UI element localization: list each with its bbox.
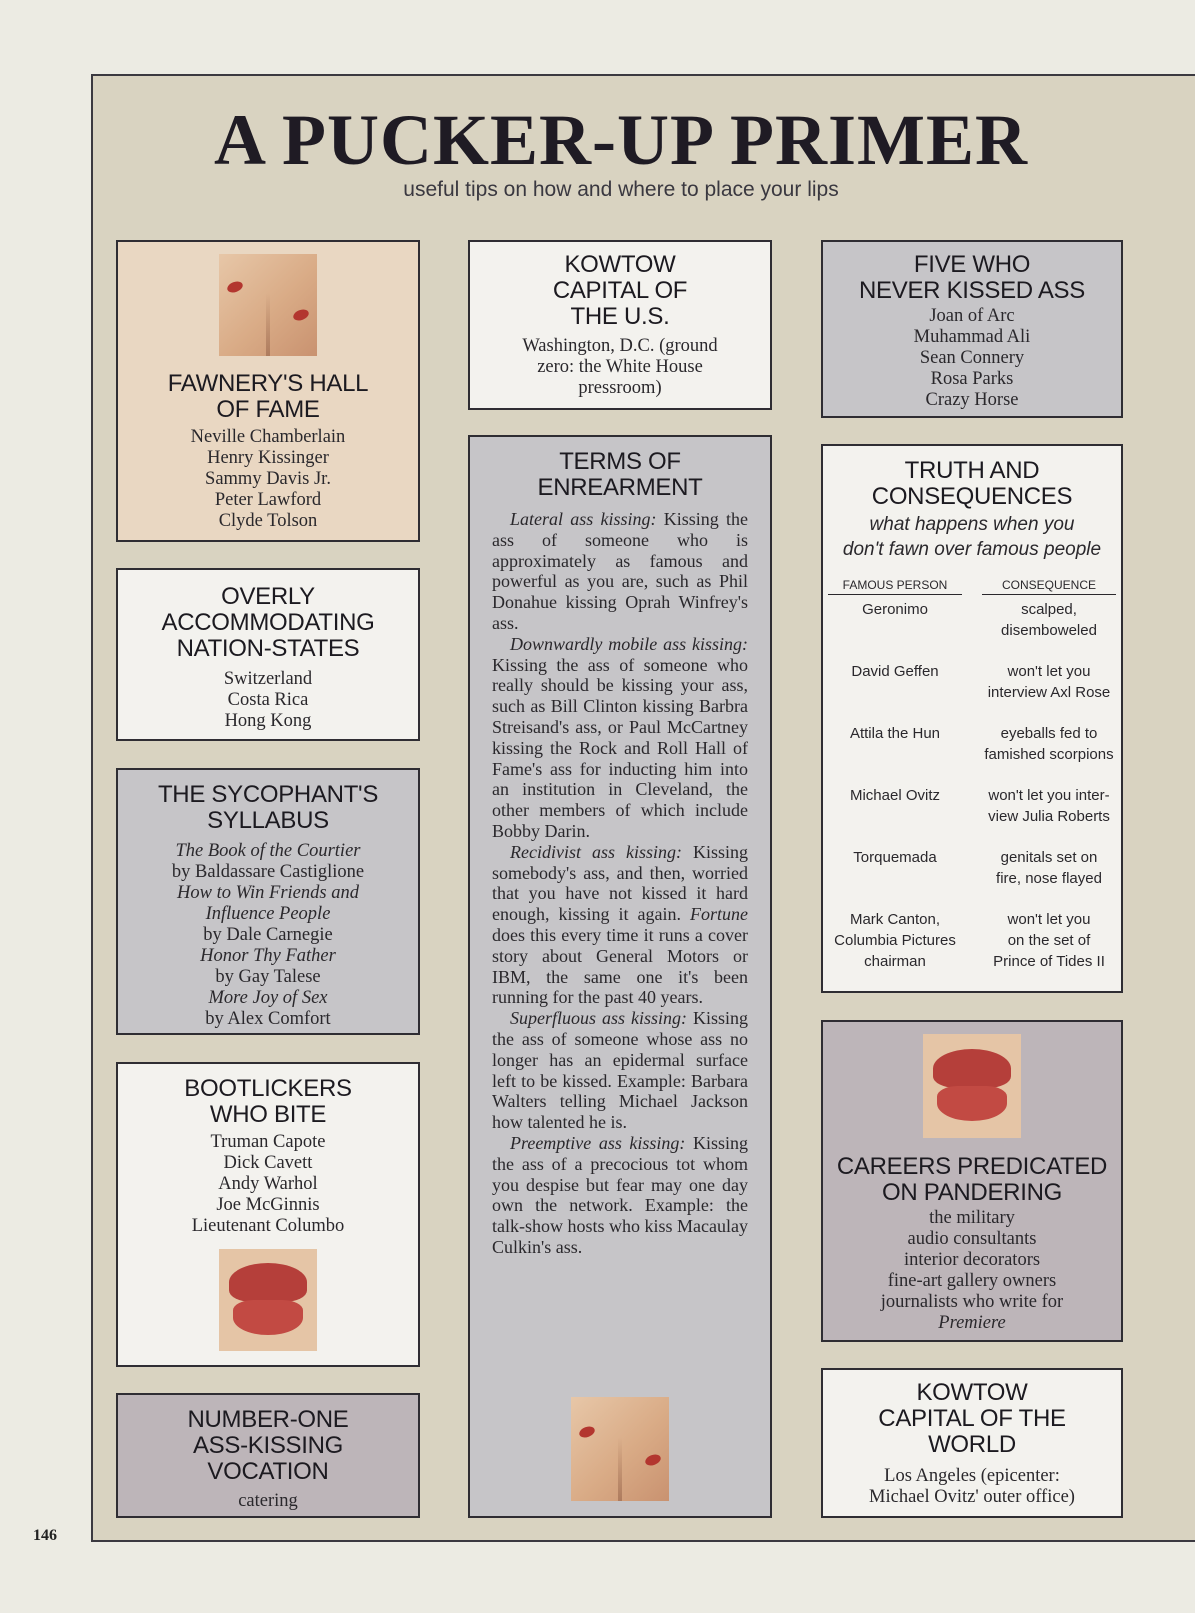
page-title: A PUCKER-UP PRIMER xyxy=(214,100,1028,180)
list-item: The Book of the Courtier xyxy=(175,841,361,861)
consequence-cell: won't let you on the set of Prince of Tides II xyxy=(993,911,1105,970)
syllabus-box xyxy=(116,768,420,1035)
five-who-box xyxy=(821,240,1123,418)
term-paragraph: Lateral ass kissing: Kissing the ass of someone who is approximately as famous and powerful as you are, such as Phil Donahue kissing Oprah Winfrey's ass. xyxy=(492,509,748,633)
table-row xyxy=(828,641,1116,703)
red-lips-icon xyxy=(923,1034,1021,1138)
table-row xyxy=(828,765,1116,827)
list-item: by Gay Talese xyxy=(215,967,321,987)
truth-heading: TRUTH AND CONSEQUENCES xyxy=(871,457,1073,510)
list-item: More Joy of Sex xyxy=(208,988,328,1008)
list-item: Lieutenant Columbo xyxy=(191,1216,345,1236)
list-item: fine-art gallery owners xyxy=(887,1271,1057,1291)
truth-table xyxy=(828,578,1116,972)
page-number: 146 xyxy=(33,1527,57,1544)
list-item: Rosa Parks xyxy=(930,369,1014,389)
list-item: journalists who write for xyxy=(880,1292,1064,1312)
overly-box xyxy=(116,568,420,741)
list-item: the military xyxy=(929,1208,1015,1228)
consequence-cell: genitals set on fire, nose flayed xyxy=(996,849,1102,887)
famous-person-cell: Mark Canton, Columbia Pictures chairman xyxy=(834,911,956,970)
column-header: CONSEQUENCE xyxy=(982,578,1116,595)
syllabus-heading: THE SYCOPHANT'S SYLLABUS xyxy=(157,781,379,834)
list-item: Joe McGinnis xyxy=(216,1195,320,1215)
list-item: Washington, D.C. (ground xyxy=(522,336,718,356)
list-item: Michael Ovitz' outer office) xyxy=(869,1487,1075,1507)
list-item: by Alex Comfort xyxy=(205,1009,331,1029)
list-item: Andy Warhol xyxy=(218,1174,318,1194)
overly-heading: OVERLY ACCOMMODATING NATION-STATES xyxy=(161,583,375,662)
terms-body xyxy=(470,509,770,1258)
kowtow-world-box xyxy=(821,1368,1123,1518)
careers-heading: CAREERS PREDICATED ON PANDERING xyxy=(836,1153,1108,1206)
list-item: Sammy Davis Jr. xyxy=(205,469,331,489)
fawnery-list xyxy=(118,427,418,532)
five-who-heading: FIVE WHO NEVER KISSED ASS xyxy=(859,251,1085,304)
kowtow-us-list xyxy=(470,336,770,399)
fawnery-heading: FAWNERY'S HALL OF FAME xyxy=(167,370,369,423)
fawnery-box xyxy=(116,240,420,542)
list-item: Joan of Arc xyxy=(929,306,1015,326)
bootlickers-box xyxy=(116,1062,420,1367)
list-item: Honor Thy Father xyxy=(200,946,336,966)
list-item: pressroom) xyxy=(578,378,662,398)
list-item: zero: the White House xyxy=(537,357,703,377)
column-header: FAMOUS PERSON xyxy=(828,578,962,595)
red-lips-icon xyxy=(219,1249,317,1351)
overly-list xyxy=(118,669,418,732)
truth-box xyxy=(821,444,1123,993)
list-item: Switzerland xyxy=(223,669,313,689)
table-row xyxy=(828,595,1116,642)
list-item: Dick Cavett xyxy=(223,1153,313,1173)
list-item: Los Angeles (epicenter: xyxy=(884,1466,1060,1486)
truth-subheading: what happens when you don't fawn over famous people xyxy=(842,514,1102,560)
careers-box xyxy=(821,1020,1123,1342)
list-item: audio consultants xyxy=(907,1229,1037,1249)
list-item: catering xyxy=(238,1491,298,1511)
term-paragraph: Recidivist ass kissing: Kissing somebody's ass, and then, worried that you have not kissed it hard enough, kissing it again. Fortune does this every time it runs a cover story about General Motors or IBM, the same one it's been running for the past 40 years. xyxy=(492,841,748,1008)
consequence-cell: won't let you interview Axl Rose xyxy=(987,663,1111,701)
bootlickers-list xyxy=(118,1132,418,1237)
list-item: by Baldassare Castiglione xyxy=(171,862,365,882)
terms-heading: TERMS OF ENREARMENT xyxy=(537,448,703,501)
list-item: Truman Capote xyxy=(210,1132,326,1152)
terms-box xyxy=(468,435,772,1518)
list-item: by Dale Carnegie xyxy=(203,925,333,945)
list-item: Hong Kong xyxy=(224,711,312,731)
famous-person-cell: Torquemada xyxy=(853,849,937,866)
consequence-cell: eyeballs fed to famished scorpions xyxy=(984,725,1114,763)
table-row xyxy=(828,703,1116,765)
term-paragraph: Superfluous ass kissing: Kissing the ass of someone whose ass no longer has an epidermal surface left to be kissed. Example: Barbara Walters telling Michael Jackson how talented he is. xyxy=(492,1008,749,1133)
term-paragraph: Downwardly mobile ass kissing: Kissing the ass of someone who really should be kissing your ass, such as Bill Clinton kissing Barbra Streisand's ass, or Paul McCartney kissing the Rock and Roll Hall of Fame's ass for inducting him into an institution in Cleveland, the other members of which include Bobby Darin. xyxy=(492,633,748,841)
bootlickers-heading: BOOTLICKERS WHO BITE xyxy=(184,1075,352,1128)
list-item: interior decorators xyxy=(903,1250,1041,1270)
careers-list xyxy=(823,1208,1121,1334)
list-item: Clyde Tolson xyxy=(218,511,318,531)
list-item: Sean Connery xyxy=(919,348,1025,368)
table-row xyxy=(828,889,1116,972)
vocation-box xyxy=(116,1393,420,1518)
list-item: Costa Rica xyxy=(227,690,309,710)
list-item: Peter Lawford xyxy=(214,490,322,510)
famous-person-cell: David Geffen xyxy=(851,663,939,680)
famous-person-cell: Michael Ovitz xyxy=(849,787,941,804)
kowtow-us-box xyxy=(468,240,772,410)
kowtow-world-list xyxy=(823,1466,1121,1508)
vocation-list xyxy=(118,1491,418,1512)
consequence-cell: scalped, disemboweled xyxy=(1001,601,1097,639)
list-item: Muhammad Ali xyxy=(913,327,1031,347)
page-subtitle: useful tips on how and where to place your lips xyxy=(403,178,839,201)
list-item: Neville Chamberlain xyxy=(190,427,346,447)
consequence-cell: won't let you inter- view Julia Roberts xyxy=(988,787,1110,825)
five-who-list xyxy=(823,306,1121,411)
kowtow-world-heading: KOWTOW CAPITAL OF THE WORLD xyxy=(878,1379,1066,1458)
list-item: Crazy Horse xyxy=(925,390,1019,410)
vocation-heading: NUMBER-ONE ASS-KISSING VOCATION xyxy=(187,1406,349,1485)
list-item: Henry Kissinger xyxy=(207,448,329,468)
list-item: Influence People xyxy=(205,904,331,924)
famous-person-cell: Geronimo xyxy=(862,601,928,618)
term-paragraph: Preemptive ass kissing: Kissing the ass of a precocious tot whom you despise but fear may one day own the network. Example: the talk-show hosts who kiss Macaulay Culkin's ass. xyxy=(492,1132,748,1257)
kowtow-us-heading: KOWTOW CAPITAL OF THE U.S. xyxy=(552,251,688,330)
list-item: How to Win Friends and xyxy=(177,883,359,903)
buttocks-with-lipstick-marks-icon xyxy=(571,1397,669,1501)
table-row xyxy=(828,827,1116,889)
list-item: Premiere xyxy=(938,1313,1006,1333)
syllabus-list xyxy=(118,841,418,1030)
buttocks-with-lipstick-marks-icon xyxy=(219,254,317,356)
famous-person-cell: Attila the Hun xyxy=(849,725,941,742)
